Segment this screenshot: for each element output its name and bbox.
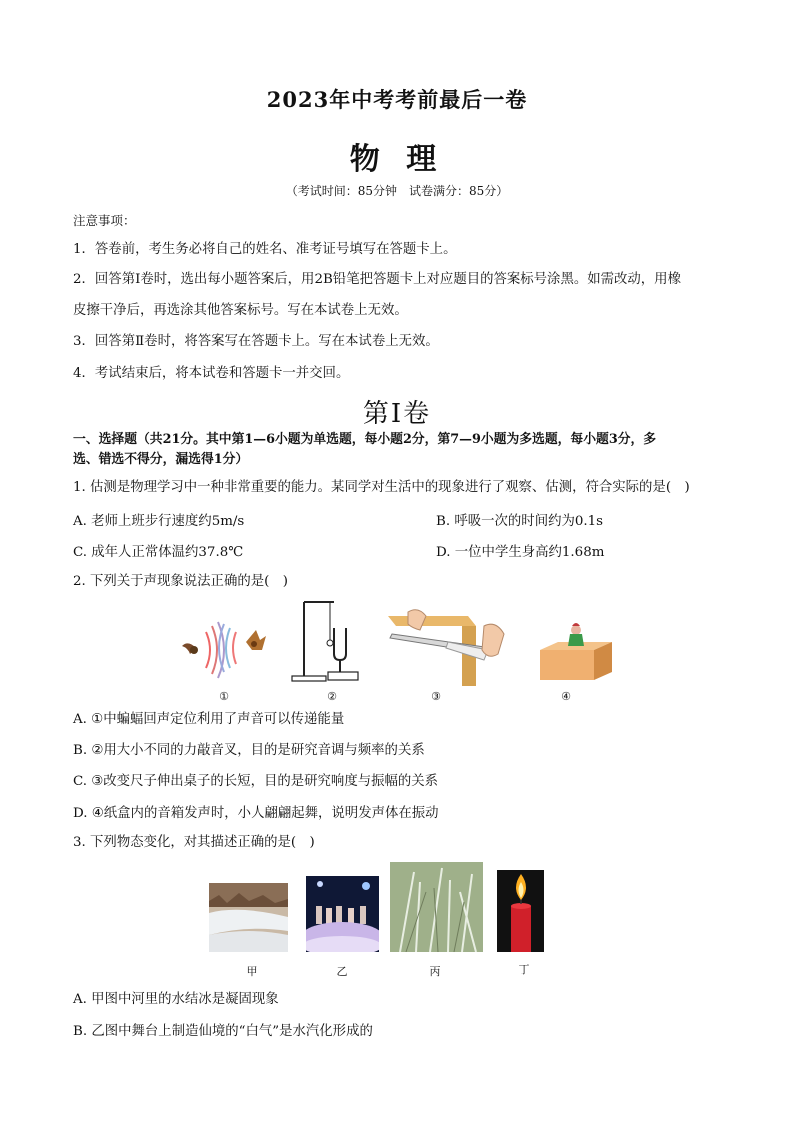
q2-option-c: C. ③改变尺子伸出桌子的长短，目的是研究响度与振幅的关系 <box>73 774 439 789</box>
q3-caption-bing: 丙 <box>429 965 441 978</box>
q1-option-a: A. 老师上班步行速度约5m/s <box>73 514 245 529</box>
q2-option-d: D. ④纸盒内的音箱发声时，小人翩翩起舞，说明发声体在振动 <box>73 806 439 821</box>
exam-info: （考试时间：85分钟 试卷满分：85分） <box>285 184 509 198</box>
q1-option-c: C. 成年人正常体温约37.8℃ <box>73 545 244 560</box>
subject-title: 物 理 <box>349 142 445 177</box>
q2-stem: 2. 下列关于声现象说法正确的是( ) <box>73 574 288 589</box>
q1-option-d: D. 一位中学生身高约1.68m <box>436 545 605 560</box>
q2-caption-1: ① <box>219 690 229 703</box>
tuning-fork-figure <box>290 598 362 684</box>
note-item-2: 2．回答第Ⅰ卷时，选出每小题答案后，用2B铅笔把答题卡上对应题目的答案标号涂黑。如需改动，用橡 <box>73 272 681 287</box>
q2-caption-2: ② <box>327 690 337 703</box>
q3-caption-jia: 甲 <box>246 965 258 978</box>
frost-grass-photo <box>390 862 483 952</box>
q2-caption-4: ④ <box>561 690 571 703</box>
q2-caption-3: ③ <box>431 690 441 703</box>
bat-echolocation-figure <box>176 612 270 682</box>
q3-stem: 3. 下列物态变化，对其描述正确的是( ) <box>73 835 315 850</box>
q3-caption-yi: 乙 <box>336 965 348 978</box>
candle-photo <box>497 870 544 952</box>
note-item-4: 4．考试结束后，将本试卷和答题卡一并交回。 <box>73 366 350 381</box>
speaker-box-figure <box>538 620 614 684</box>
q3-option-a: A. 甲图中河里的水结冰是凝固现象 <box>73 992 279 1007</box>
q1-option-b: B. 呼吸一次的时间约为0.1s <box>436 514 604 529</box>
q3-caption-ding: 丁 <box>518 963 530 976</box>
exam-title: 2023年中考考前最后一卷 <box>266 87 528 112</box>
section-title: 第Ⅰ卷 <box>362 399 432 429</box>
notes-heading: 注意事项： <box>73 213 136 228</box>
section-instruction-2: 选、错选不得分，漏选得1分） <box>73 452 249 467</box>
note-item-3: 3．回答第Ⅱ卷时，将答案写在答题卡上。写在本试卷上无效。 <box>73 334 439 349</box>
q2-option-b: B. ②用大小不同的力敲音叉，目的是研究音调与频率的关系 <box>73 743 425 758</box>
frozen-river-photo <box>209 883 288 952</box>
note-item-2-cont: 皮擦干净后，再选涂其他答案标号。写在本试卷上无效。 <box>73 303 408 318</box>
q2-option-a: A. ①中蝙蝠回声定位利用了声音可以传递能量 <box>73 712 345 727</box>
note-item-1: 1．答卷前，考生务必将自己的姓名、准考证号填写在答题卡上。 <box>73 242 457 257</box>
ruler-on-table-figure <box>388 608 518 686</box>
stage-fog-photo <box>306 876 379 952</box>
q3-option-b: B. 乙图中舞台上制造仙境的“白气”是水汽化形成的 <box>73 1024 373 1039</box>
section-instruction-1: 一、选择题（共21分。其中第1—6小题为单选题，每小题2分，第7—9小题为多选题，每小题3分，多 <box>73 432 657 447</box>
q1-stem: 1. 估测是物理学习中一种非常重要的能力。某同学对生活中的现象进行了观察、估测，符合实际的是( ) <box>73 480 690 495</box>
